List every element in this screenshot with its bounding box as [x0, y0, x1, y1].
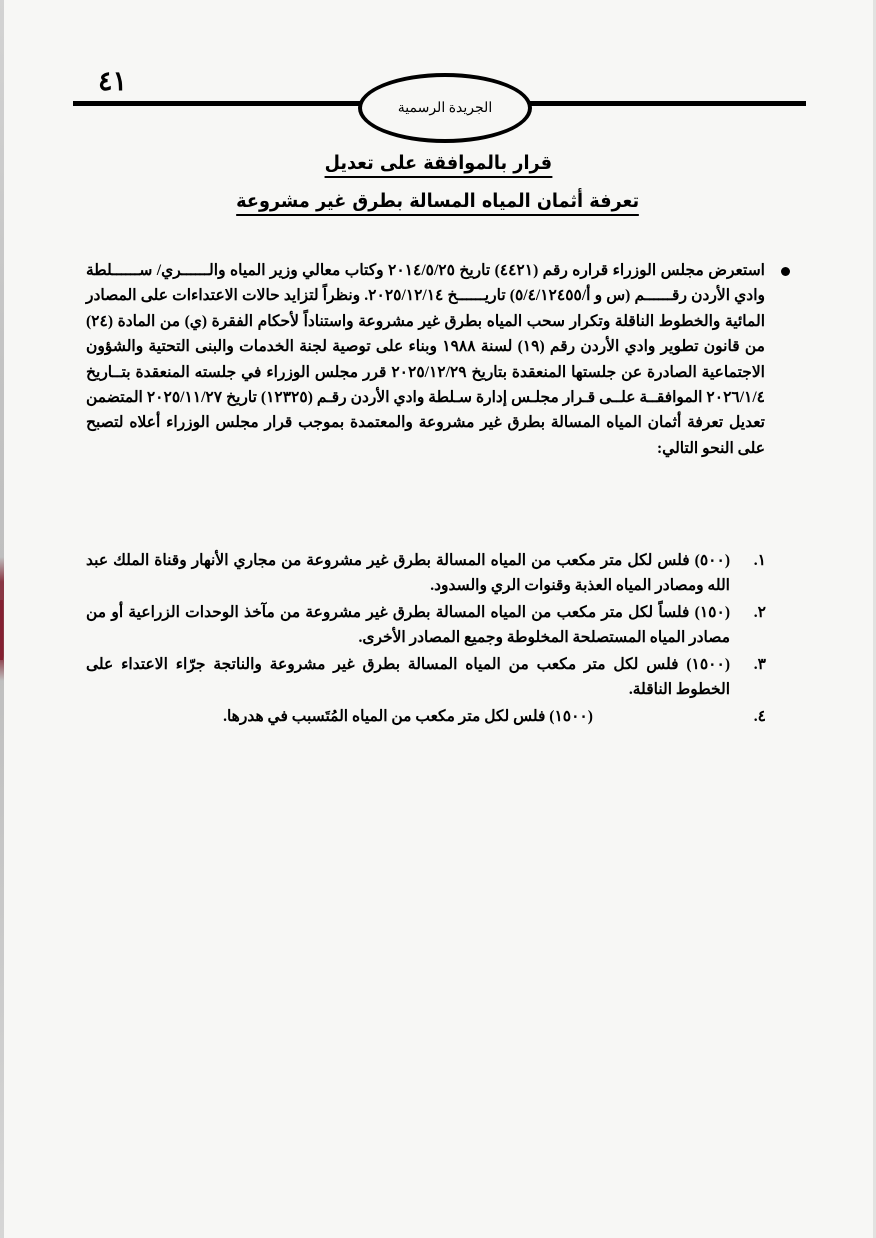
page-number: ٤١ [98, 66, 128, 96]
document-title-line-2: تعرفة أثمان المياه المسالة بطرق غير مشروعة [237, 190, 640, 216]
list-item [86, 652, 766, 702]
header-rule-right [521, 101, 806, 106]
clause-text: (١٥٠٠) فلس لكل متر مكعب من المياه المُتَسبب في هدرها. [223, 708, 593, 725]
decree-paragraph [86, 258, 765, 461]
bullet-point-icon [781, 267, 790, 276]
clause-number: ١. [753, 552, 766, 569]
tariff-clause-list [86, 548, 766, 731]
decree-body [86, 258, 790, 461]
clause-text: (١٥٠) فلساً لكل متر مكعب من المياه المسالة بطرق غير مشروعة من مآخذ الوحدات الزراعية أو من مصادر المياه المستصلحة المخلوطة وجميع المصادر الأخرى. [86, 604, 730, 646]
clause-number: ٤. [753, 708, 766, 725]
list-item [86, 704, 766, 729]
document-title-block [0, 152, 876, 216]
document-title-line-1: قرار بالموافقة على تعديل [324, 152, 552, 178]
list-item [86, 548, 766, 598]
decree-bullet-row [86, 258, 790, 461]
gazette-name-badge [358, 73, 532, 143]
clause-number: ٢. [753, 604, 766, 621]
page-header [0, 68, 876, 138]
gazette-name-text: الجريدة الرسمية [397, 100, 493, 116]
decree-paragraph-text: استعرض مجلس الوزراء قراره رقم (٤٤٢١) تاريخ ٢٠١٤/٥/٢٥ وكتاب معالي وزير المياه والــــــري/ ســــــلطة وادي الأردن رقــــــم (س و أ/٥/٤/١٢٤٥٥) تاريــــــخ ٢٠٢٥/١٢/١٤. ونظراً لتزايد حالات الاعتداءات على المصادر المائية والخطوط الناقلة وتكرار سحب المياه بطرق غير مشروعة واستناداً لأحكام الفقرة (ي) من المادة (٢٤) من قانون تطوير وادي الأردن رقم (١٩) لسنة ١٩٨٨ وبناء على توصية لجنة الخدمات والبنى التحتية والشؤون الاجتماعية الصادرة عن جلستها المنعقدة بتاريخ ٢٠٢٥/١٢/٢٩ قرر مجلس الوزراء في جلسته المنعقدة بتــاريخ ٢٠٢٦/١/٤ الموافقــة علــى قـرار مجلـس إدارة سـلطة وادي الأردن رقـم (١٢٣٢٥) تاريخ ٢٠٢٥/١١/٢٧ المتضمن تعديل تعرفة أثمان المياه المسالة بطرق غير مشروعة والمعتمدة بموجب قرار مجلس الوزراء أعلاه لتصبح على النحو التالي: [86, 262, 765, 457]
header-rule-left [73, 101, 363, 106]
scan-mark-red [0, 600, 3, 660]
clause-text: (١٥٠٠) فلس لكل متر مكعب من المياه المسالة بطرق غير مشروعة والناتجة جرّاء الاعتداء على الخطوط الناقلة. [86, 656, 730, 698]
clause-number: ٣. [753, 656, 766, 673]
list-item [86, 600, 766, 650]
clause-text: (٥٠٠) فلس لكل متر مكعب من المياه المسالة بطرق غير مشروعة من مجاري الأنهار وقناة الملك عبد الله ومصادر المياه العذبة وقنوات الري والسدود. [86, 552, 730, 594]
